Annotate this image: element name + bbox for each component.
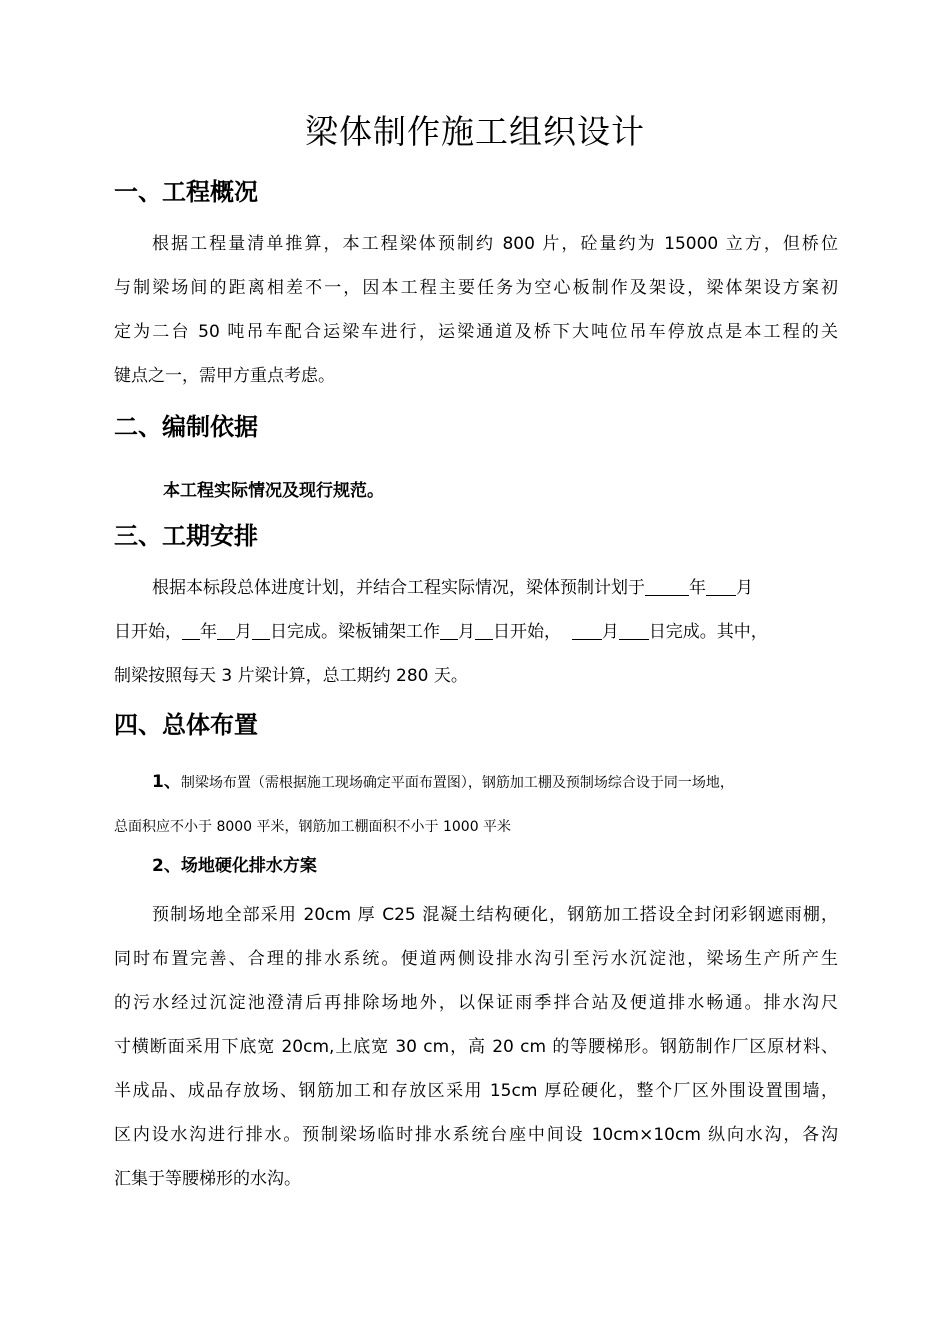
section-heading-schedule: 三、工期安排 <box>114 522 258 550</box>
paragraph-line: 的污水经过沉淀池澄清后再排除场地外，以保证雨季拌合站及便道排水畅通。排水沟尺 <box>114 993 838 1013</box>
schedule-text: 日完成。梁板铺架工作 <box>270 622 440 642</box>
layout-item-1-text: 制梁场布置（需根据施工现场确定平面布置图），钢筋加工棚及预制场综合设于同一场地， <box>180 775 734 791</box>
paragraph-line: 寸横断面采用下底宽 20cm,上底宽 30 cm，高 20 cm 的等腰梯形。钢筋制作厂区原材料、 <box>114 1037 838 1057</box>
schedule-text: 日开始， <box>114 622 182 642</box>
paragraph-line: 区内设水沟进行排水。预制梁场临时排水系统台座中间设 10cm×10cm 纵向水沟，各沟 <box>114 1125 838 1145</box>
schedule-text: 年 <box>689 578 706 598</box>
blank-field <box>475 621 493 640</box>
blank-field <box>440 621 458 640</box>
item-number: 1、 <box>152 772 181 792</box>
section-heading-layout: 四、总体布置 <box>114 711 258 739</box>
blank-field <box>645 577 689 596</box>
schedule-line-3: 制梁按照每天 3 片梁计算，总工期约 280 天。 <box>114 666 468 686</box>
section-heading-overview: 一、工程概况 <box>114 178 258 206</box>
schedule-line-1 <box>114 566 838 610</box>
paragraph-line: 键点之一，需甲方重点考虑。 <box>114 366 335 386</box>
schedule-text: 月 <box>235 622 252 642</box>
document-title: 梁体制作施工组织设计 <box>305 112 645 151</box>
schedule-text: 日完成。其中， <box>648 622 768 642</box>
schedule-text: 月 <box>736 578 753 598</box>
paragraph-line: 定为二台 50 吨吊车配合运梁车进行，运梁通道及桥下大吨位吊车停放点是本工程的关 <box>114 322 838 342</box>
paragraph-line: 与制梁场间的距离相差不一，因本工程主要任务为空心板制作及架设，梁体架设方案初 <box>114 278 838 298</box>
basis-text: 本工程实际情况及现行规范。 <box>163 481 384 501</box>
paragraph-line: 根据工程量清单推算，本工程梁体预制约 800 片，砼量约为 15000 立方，但桥位 <box>152 234 838 254</box>
layout-item-1-line: 总面积应不小于 8000 平米，钢筋加工棚面积不小于 1000 平米 <box>114 819 512 835</box>
blank-field <box>572 621 602 640</box>
drainage-paragraph <box>114 893 838 1201</box>
layout-item-1-line <box>114 760 838 805</box>
blank-field <box>252 621 270 640</box>
schedule-line-2 <box>114 610 838 654</box>
schedule-text: 年 <box>200 622 217 642</box>
schedule-text: 月 <box>601 622 619 642</box>
schedule-text: 月 <box>458 622 475 642</box>
schedule-text: 根据本标段总体进度计划，并结合工程实际情况，梁体预制计划于 <box>152 578 645 598</box>
paragraph-line: 同时布置完善、合理的排水系统。便道两侧设排水沟引至污水沉淀池，梁场生产所产生 <box>114 949 838 969</box>
schedule-text: 日开始， <box>493 622 561 642</box>
blank-field <box>706 577 736 596</box>
subsection-heading-drainage: 2、场地硬化排水方案 <box>152 856 317 876</box>
blank-field <box>217 621 235 640</box>
paragraph-line: 半成品、成品存放场、钢筋加工和存放区采用 15cm 厚砼硬化，整个厂区外围设置围墙， <box>114 1081 838 1101</box>
blank-field <box>619 621 649 640</box>
schedule-paragraph <box>114 566 838 698</box>
paragraph-line: 预制场地全部采用 20cm 厚 C25 混凝土结构硬化，钢筋加工搭设全封闭彩钢遮雨棚， <box>152 905 838 925</box>
layout-item-1 <box>114 760 838 849</box>
paragraph-line: 汇集于等腰梯形的水沟。 <box>114 1169 301 1189</box>
overview-paragraph <box>114 222 838 398</box>
section-heading-basis: 二、编制依据 <box>114 413 258 441</box>
blank-field <box>182 621 200 640</box>
